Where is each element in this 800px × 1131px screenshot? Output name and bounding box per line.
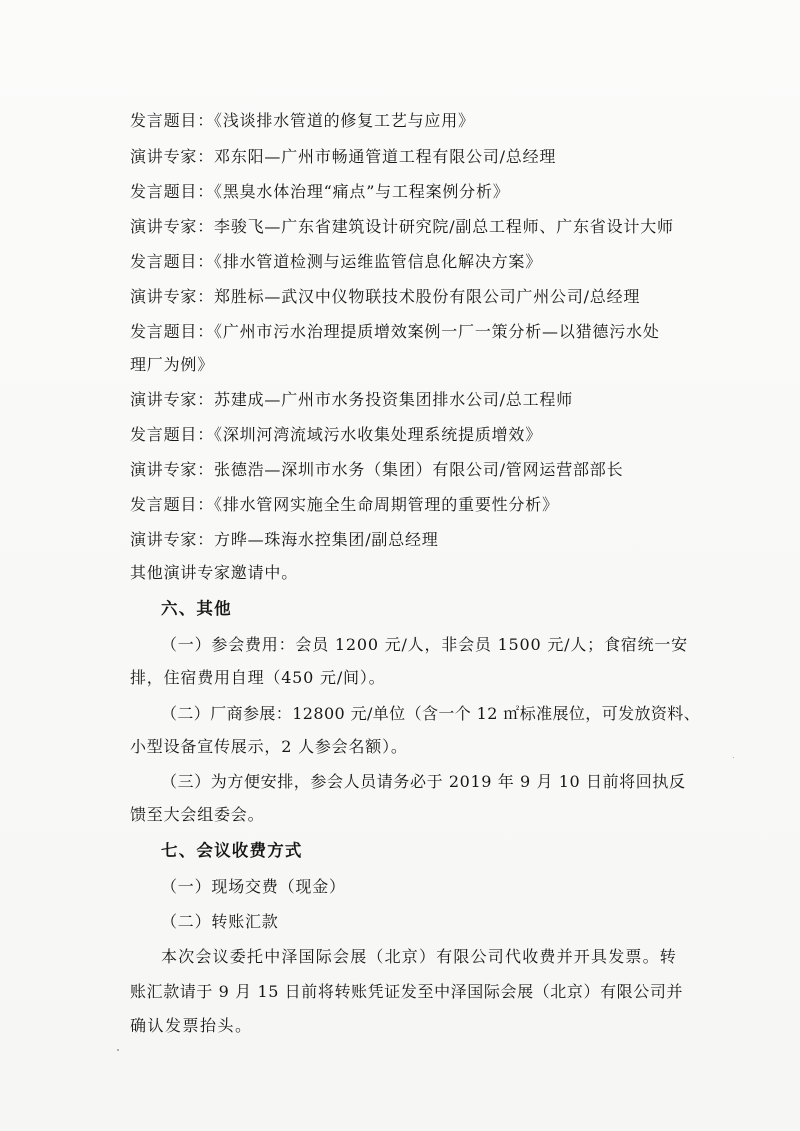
- section6-item1-line1: （一）参会费用：会员 1200 元/人，非会员 1500 元/人；食宿统一安: [161, 635, 688, 654]
- topic-label: 发言题目：: [130, 495, 215, 514]
- topic-text: 《黑臭水体治理“痛点”与工程案例分析》: [214, 182, 510, 201]
- section6-item2-line1: （二）厂商参展：12800 元/单位（含一个 12 ㎡标准展位，可发放资料、: [161, 704, 701, 723]
- topic-label: 发言题目：: [130, 182, 215, 201]
- section6-item2-line2: 小型设备宣传展示，2 人参会名额）。: [130, 737, 408, 756]
- speaker-text: 张德浩—深圳市水务（集团）有限公司/管网运营部部长: [214, 460, 624, 479]
- section7-heading: 七、会议收费方式: [161, 841, 303, 860]
- speaker-line: [130, 459, 623, 481]
- topic-line: [130, 321, 660, 343]
- section6-heading: 六、其他: [161, 599, 232, 618]
- topic-line: [130, 110, 475, 132]
- topic-text: 《广州市污水治理提质增效案例一厂一策分析—以猎德污水处: [214, 322, 660, 341]
- topic-line: [130, 251, 542, 273]
- topic-text: 《深圳河湾流域污水收集处理系统提质增效》: [214, 425, 543, 444]
- section6-item3-line2: 馈至大会组委会。: [130, 805, 265, 824]
- topic-text: 《排水管网实施全生命周期管理的重要性分析》: [214, 495, 559, 514]
- speaker-label: 演讲专家：: [130, 530, 215, 549]
- speaker-text: 李骏飞—广东省建筑设计研究院/副总工程师、广东省设计大师: [214, 217, 674, 236]
- topic-text-continued: 理厂为例》: [130, 355, 215, 374]
- topic-text: 《浅谈排水管道的修复工艺与应用》: [214, 111, 475, 130]
- speaker-label: 演讲专家：: [130, 217, 215, 236]
- topic-text: 《排水管道检测与运维监管信息化解决方案》: [214, 252, 543, 271]
- speaker-text: 苏建成—广州市水务投资集团排水公司/总工程师: [214, 390, 574, 409]
- section7-paragraph-line3: 确认发票抬头。: [130, 1016, 253, 1035]
- topic-line: [130, 494, 559, 516]
- speaker-text: 郑胜标—武汉中仪物联技术股份有限公司广州公司/总经理: [214, 287, 641, 306]
- topic-label: 发言题目：: [130, 322, 215, 341]
- speaker-label: 演讲专家：: [130, 147, 215, 166]
- section6-item3-line1: （三）为方便安排，参会人员请务必于 2019 年 9 月 10 日前将回执反: [161, 772, 686, 791]
- other-speakers-note: 其他演讲专家邀请中。: [130, 563, 299, 582]
- topic-line: [130, 181, 510, 203]
- topic-continuation: [130, 354, 214, 376]
- speaker-line: [130, 389, 573, 411]
- speaker-text: 方晔—珠海水控集团/副总经理: [214, 530, 439, 549]
- section7-item2: （二）转账汇款: [161, 912, 279, 931]
- speaker-line: [130, 216, 674, 238]
- speaker-label: 演讲专家：: [130, 287, 215, 306]
- speaker-text: 邓东阳—广州市畅通管道工程有限公司/总经理: [214, 147, 557, 166]
- section7-paragraph-line2: 账汇款请于 9 月 15 日前将转账凭证发至中泽国际会展（北京）有限公司并: [130, 982, 684, 1001]
- speaker-label: 演讲专家：: [130, 460, 215, 479]
- scan-speck: [733, 757, 734, 758]
- speaker-line: [130, 529, 439, 551]
- topic-line: [130, 424, 542, 446]
- speaker-label: 演讲专家：: [130, 390, 215, 409]
- topic-label: 发言题目：: [130, 111, 215, 130]
- section6-item1-line2: 排，住宿费用自理（450 元/间）。: [130, 668, 386, 687]
- topic-label: 发言题目：: [130, 425, 215, 444]
- section7-paragraph-line1: 本次会议委托中泽国际会展（北京）有限公司代收费并开具发票。转: [161, 947, 678, 966]
- speaker-line: [130, 286, 640, 308]
- section7-item1: （一）现场交费（现金）: [161, 877, 346, 896]
- scan-speck: [117, 1049, 119, 1051]
- topic-label: 发言题目：: [130, 252, 215, 271]
- speaker-line: [130, 146, 556, 168]
